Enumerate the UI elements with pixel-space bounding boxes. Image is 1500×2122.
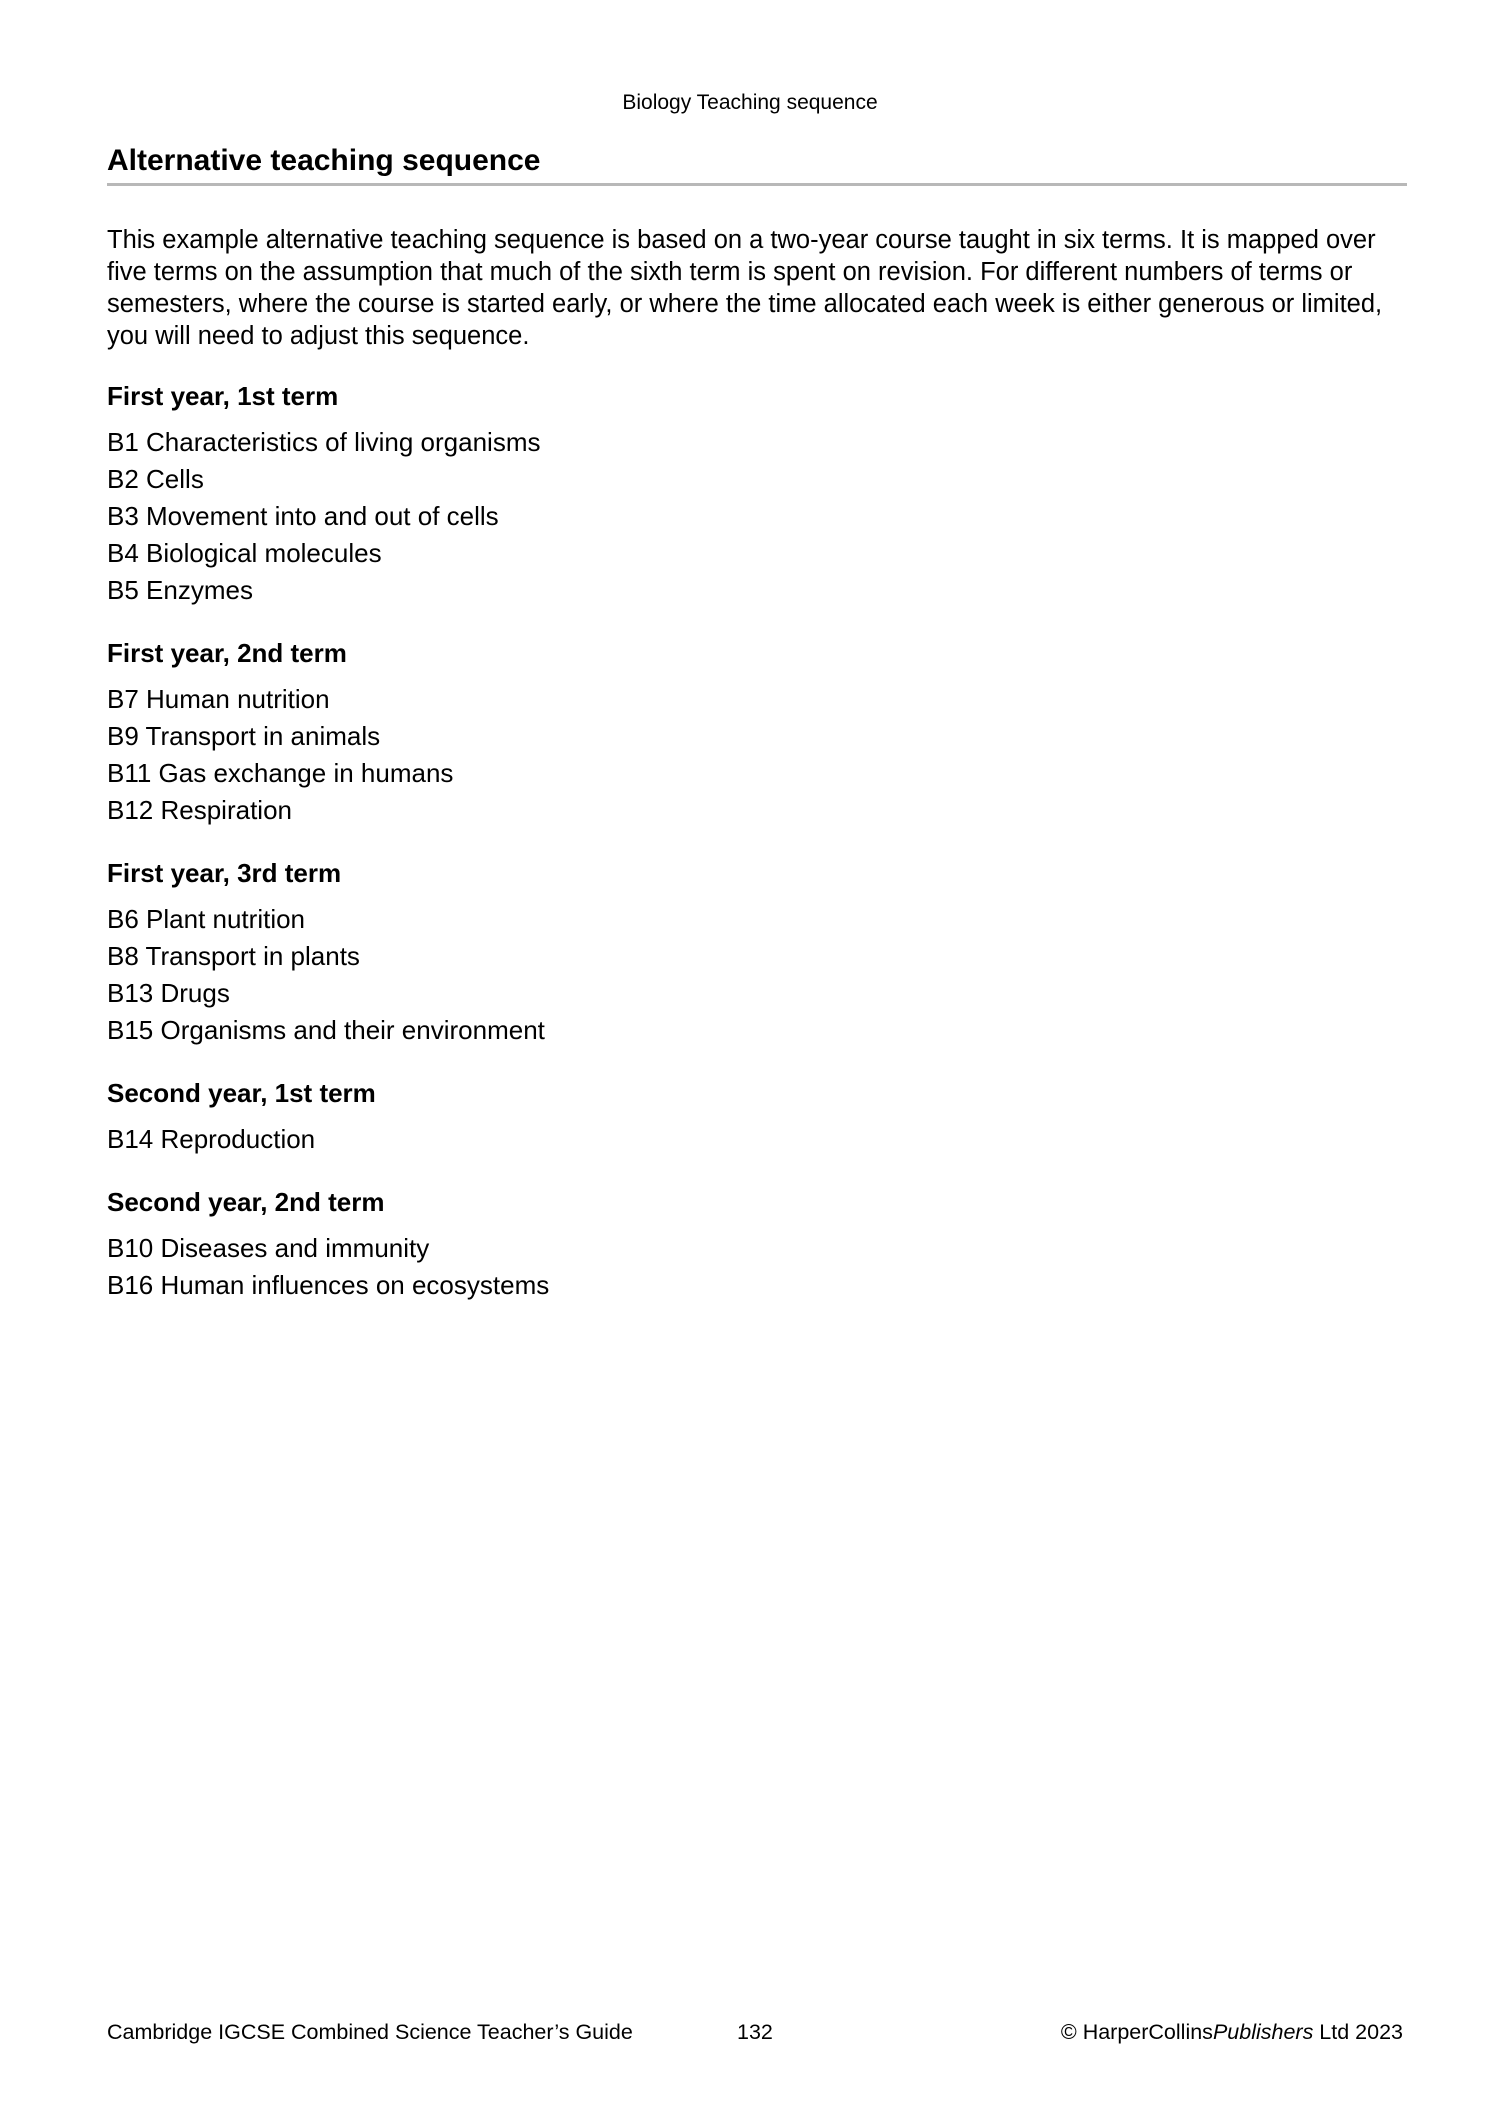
topic-list — [107, 1230, 1407, 1304]
topic-item: B3 Movement into and out of cells — [107, 501, 499, 531]
term-block-year1-term1 — [107, 380, 1407, 609]
term-heading: First year, 3rd term — [107, 858, 342, 888]
topic-item: B1 Characteristics of living organisms — [107, 427, 541, 457]
term-block-year1-term2 — [107, 637, 1407, 829]
topic-item: B2 Cells — [107, 464, 204, 494]
term-block-year2-term1 — [107, 1077, 1407, 1158]
term-heading: Second year, 2nd term — [107, 1187, 385, 1217]
topic-item: B15 Organisms and their environment — [107, 1015, 545, 1045]
topic-item: B13 Drugs — [107, 978, 230, 1008]
footer-copyright — [1061, 2018, 1403, 2046]
topic-item: B10 Diseases and immunity — [107, 1233, 430, 1263]
topic-item: B12 Respiration — [107, 795, 292, 825]
topic-list — [107, 901, 1407, 1049]
running-header: Biology Teaching sequence — [622, 91, 878, 114]
term-block-year2-term2 — [107, 1186, 1407, 1304]
section-title: Alternative teaching sequence — [107, 143, 1407, 186]
page-footer — [107, 2018, 1403, 2048]
topic-item: B5 Enzymes — [107, 575, 253, 605]
topic-item: B9 Transport in animals — [107, 721, 381, 751]
intro-paragraph: This example alternative teaching sequence is based on a two-year course taught in six terms. It is mapped over five terms on the assumption that much of the sixth term is spent on revision. For different numbers of terms or semesters, where the course is started early, or where the time allocated each week is either generous or limited, you will need to adjust this sequence. — [107, 226, 1383, 350]
copyright-suffix: Ltd 2023 — [1313, 2020, 1403, 2044]
term-heading: Second year, 1st term — [107, 1078, 376, 1108]
topic-item: B11 Gas exchange in humans — [107, 758, 454, 788]
copyright-prefix: © HarperCollins — [1060, 2020, 1213, 2044]
topic-list — [107, 424, 1407, 609]
topic-item: B4 Biological molecules — [107, 538, 382, 568]
topic-item: B6 Plant nutrition — [107, 904, 306, 934]
topic-list — [107, 681, 1407, 829]
copyright-publisher: Publishers — [1212, 2020, 1314, 2044]
topic-item: B7 Human nutrition — [107, 684, 330, 714]
topic-item: B8 Transport in plants — [107, 941, 360, 971]
topic-item: B14 Reproduction — [107, 1124, 316, 1154]
term-block-year1-term3 — [107, 857, 1407, 1049]
topic-item: B16 Human influences on ecosystems — [107, 1270, 550, 1300]
topic-list — [107, 1121, 1407, 1158]
term-heading: First year, 1st term — [107, 381, 339, 411]
footer-page-number: 132 — [737, 2020, 773, 2044]
footer-book-title: Cambridge IGCSE Combined Science Teacher’s Guide — [107, 2020, 633, 2044]
term-heading: First year, 2nd term — [107, 638, 347, 668]
page-content — [107, 143, 1407, 1304]
